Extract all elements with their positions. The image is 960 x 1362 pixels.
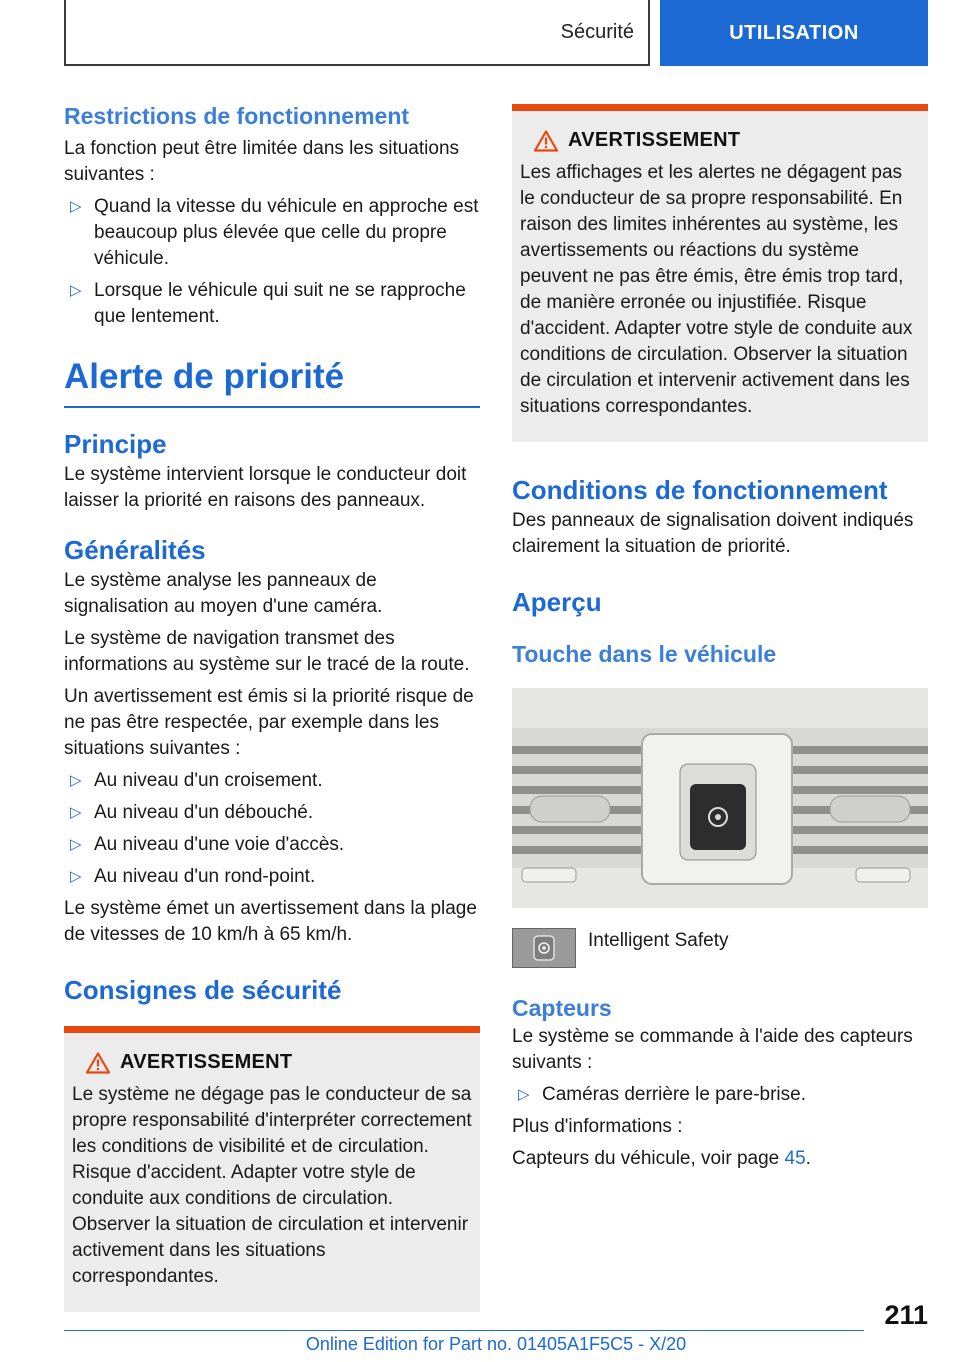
edition-text: Online Edition for Part no. 01405A1F5C5 - X/20 [305, 1334, 687, 1354]
warning-text: Les affichages et les alertes ne dégagent pas le conducteur de sa propre responsabilité. En raison des limites inhérentes au système, les avertissements ou réactions du système peuvent ne pas être émis, être émis trop tard, de manière erronée ou injustifiée. Risque d'accident. Adapter votre style de conduite aux conditions de circulation. Observer la situation de circulation et intervenir activement dans les situations correspondantes. [520, 162, 913, 417]
warning-triangle-icon [534, 130, 558, 152]
generalites-paragraph: Le système analyse les panneaux de signalisation au moyen d'une caméra. [64, 570, 383, 617]
triangle-bullet-icon: ▷ [70, 282, 82, 299]
principe-text: Le système intervient lorsque le conducteur doit laisser la priorité en raisons des panneaux. [64, 464, 467, 511]
conditions-text: Des panneaux de signalisation doivent indiqués clairement la situation de priorité. [512, 510, 914, 557]
warning-text: Le système ne dégage pas le conducteur de sa propre responsabilité d'interpréter correctement les conditions de visibilité et de circulation. Risque d'accident. Adapter votre style de conduite aux conditions de circulation. Observer la situation de circulation et intervenir activement dans les situations correspondantes. [72, 1084, 472, 1287]
triangle-bullet-icon: ▷ [70, 836, 82, 853]
list-item: ▷ Au niveau d'un croisement. [64, 768, 480, 794]
apercu-heading: Aperçu [512, 587, 602, 617]
capteurs-list [512, 1082, 928, 1108]
warning-header [72, 1051, 472, 1074]
button-label: Intelligent Safety [588, 930, 729, 951]
capteurs-text: Le système se commande à l'aide des capteurs suivants : [512, 1026, 913, 1073]
warning-box [512, 104, 928, 442]
capteurs-heading: Capteurs [512, 995, 612, 1021]
page-link[interactable]: 45 [784, 1148, 806, 1169]
list-item: ▷ Au niveau d'un rond-point. [64, 864, 480, 890]
warning-label: AVERTISSEMENT [120, 1051, 293, 1073]
section-tab [64, 0, 650, 66]
page-header [64, 0, 928, 66]
page-reference: Capteurs du véhicule, voir page 45. [512, 1148, 811, 1169]
restrictions-intro: La fonction peut être limitée dans les situations suivantes : [64, 138, 460, 185]
touche-heading: Touche dans le véhicule [512, 641, 777, 667]
button-legend [512, 928, 928, 968]
footer-divider [64, 1330, 864, 1331]
dashboard-vent-illustration [512, 688, 928, 908]
restrictions-heading: Restrictions de fonctionnement [64, 103, 410, 129]
principe-heading: Principe [64, 429, 167, 459]
generalites-paragraph: Un avertissement est émis si la priorité risque de ne pas être respectée, par exemple dans les situations suivantes : [64, 686, 474, 759]
warning-box [64, 1026, 480, 1312]
conditions-heading: Conditions de fonctionnement [512, 475, 888, 505]
right-column [512, 100, 928, 1172]
triangle-bullet-icon: ▷ [70, 198, 82, 215]
triangle-bullet-icon: ▷ [70, 804, 82, 821]
list-item: ▷ Au niveau d'un débouché. [64, 800, 480, 826]
triangle-bullet-icon: ▷ [518, 1086, 530, 1103]
generalites-heading: Généralités [64, 535, 206, 565]
generalites-paragraph: Le système de navigation transmet des informations au système sur le tracé de la route. [64, 628, 470, 675]
warning-label: AVERTISSEMENT [568, 129, 741, 151]
list-item: ▷ Lorsque le véhicule qui suit ne se rapproche que lentement. [64, 278, 480, 330]
page-title: Alerte de priorité [64, 354, 480, 408]
intelligent-safety-button-icon [512, 928, 576, 968]
warning-header [520, 129, 920, 152]
speed-range-text: Le système émet un avertissement dans la plage de vitesses de 10 km/h à 65 km/h. [64, 898, 477, 945]
consignes-heading: Consignes de sécurité [64, 975, 342, 1005]
restrictions-list [64, 194, 480, 330]
safety-symbol-icon [533, 935, 555, 961]
list-item: ▷ Quand la vitesse du véhicule en approche est beaucoup plus élevée que celle du propre véhicule. [64, 194, 480, 272]
more-info-label: Plus d'informations : [512, 1116, 683, 1137]
left-column [64, 100, 480, 1312]
chapter-title: UTILISATION [729, 21, 859, 44]
chapter-tab[interactable] [660, 0, 928, 66]
vehicle-button-photo [512, 688, 928, 908]
situations-list [64, 768, 480, 890]
list-item: ▷ Au niveau d'une voie d'accès. [64, 832, 480, 858]
page-number: 211 [884, 1300, 928, 1330]
section-title: Sécurité [560, 20, 634, 43]
triangle-bullet-icon: ▷ [70, 772, 82, 789]
list-item: ▷ Caméras derrière le pare-brise. [512, 1082, 928, 1108]
triangle-bullet-icon: ▷ [70, 868, 82, 885]
warning-triangle-icon [86, 1052, 110, 1074]
